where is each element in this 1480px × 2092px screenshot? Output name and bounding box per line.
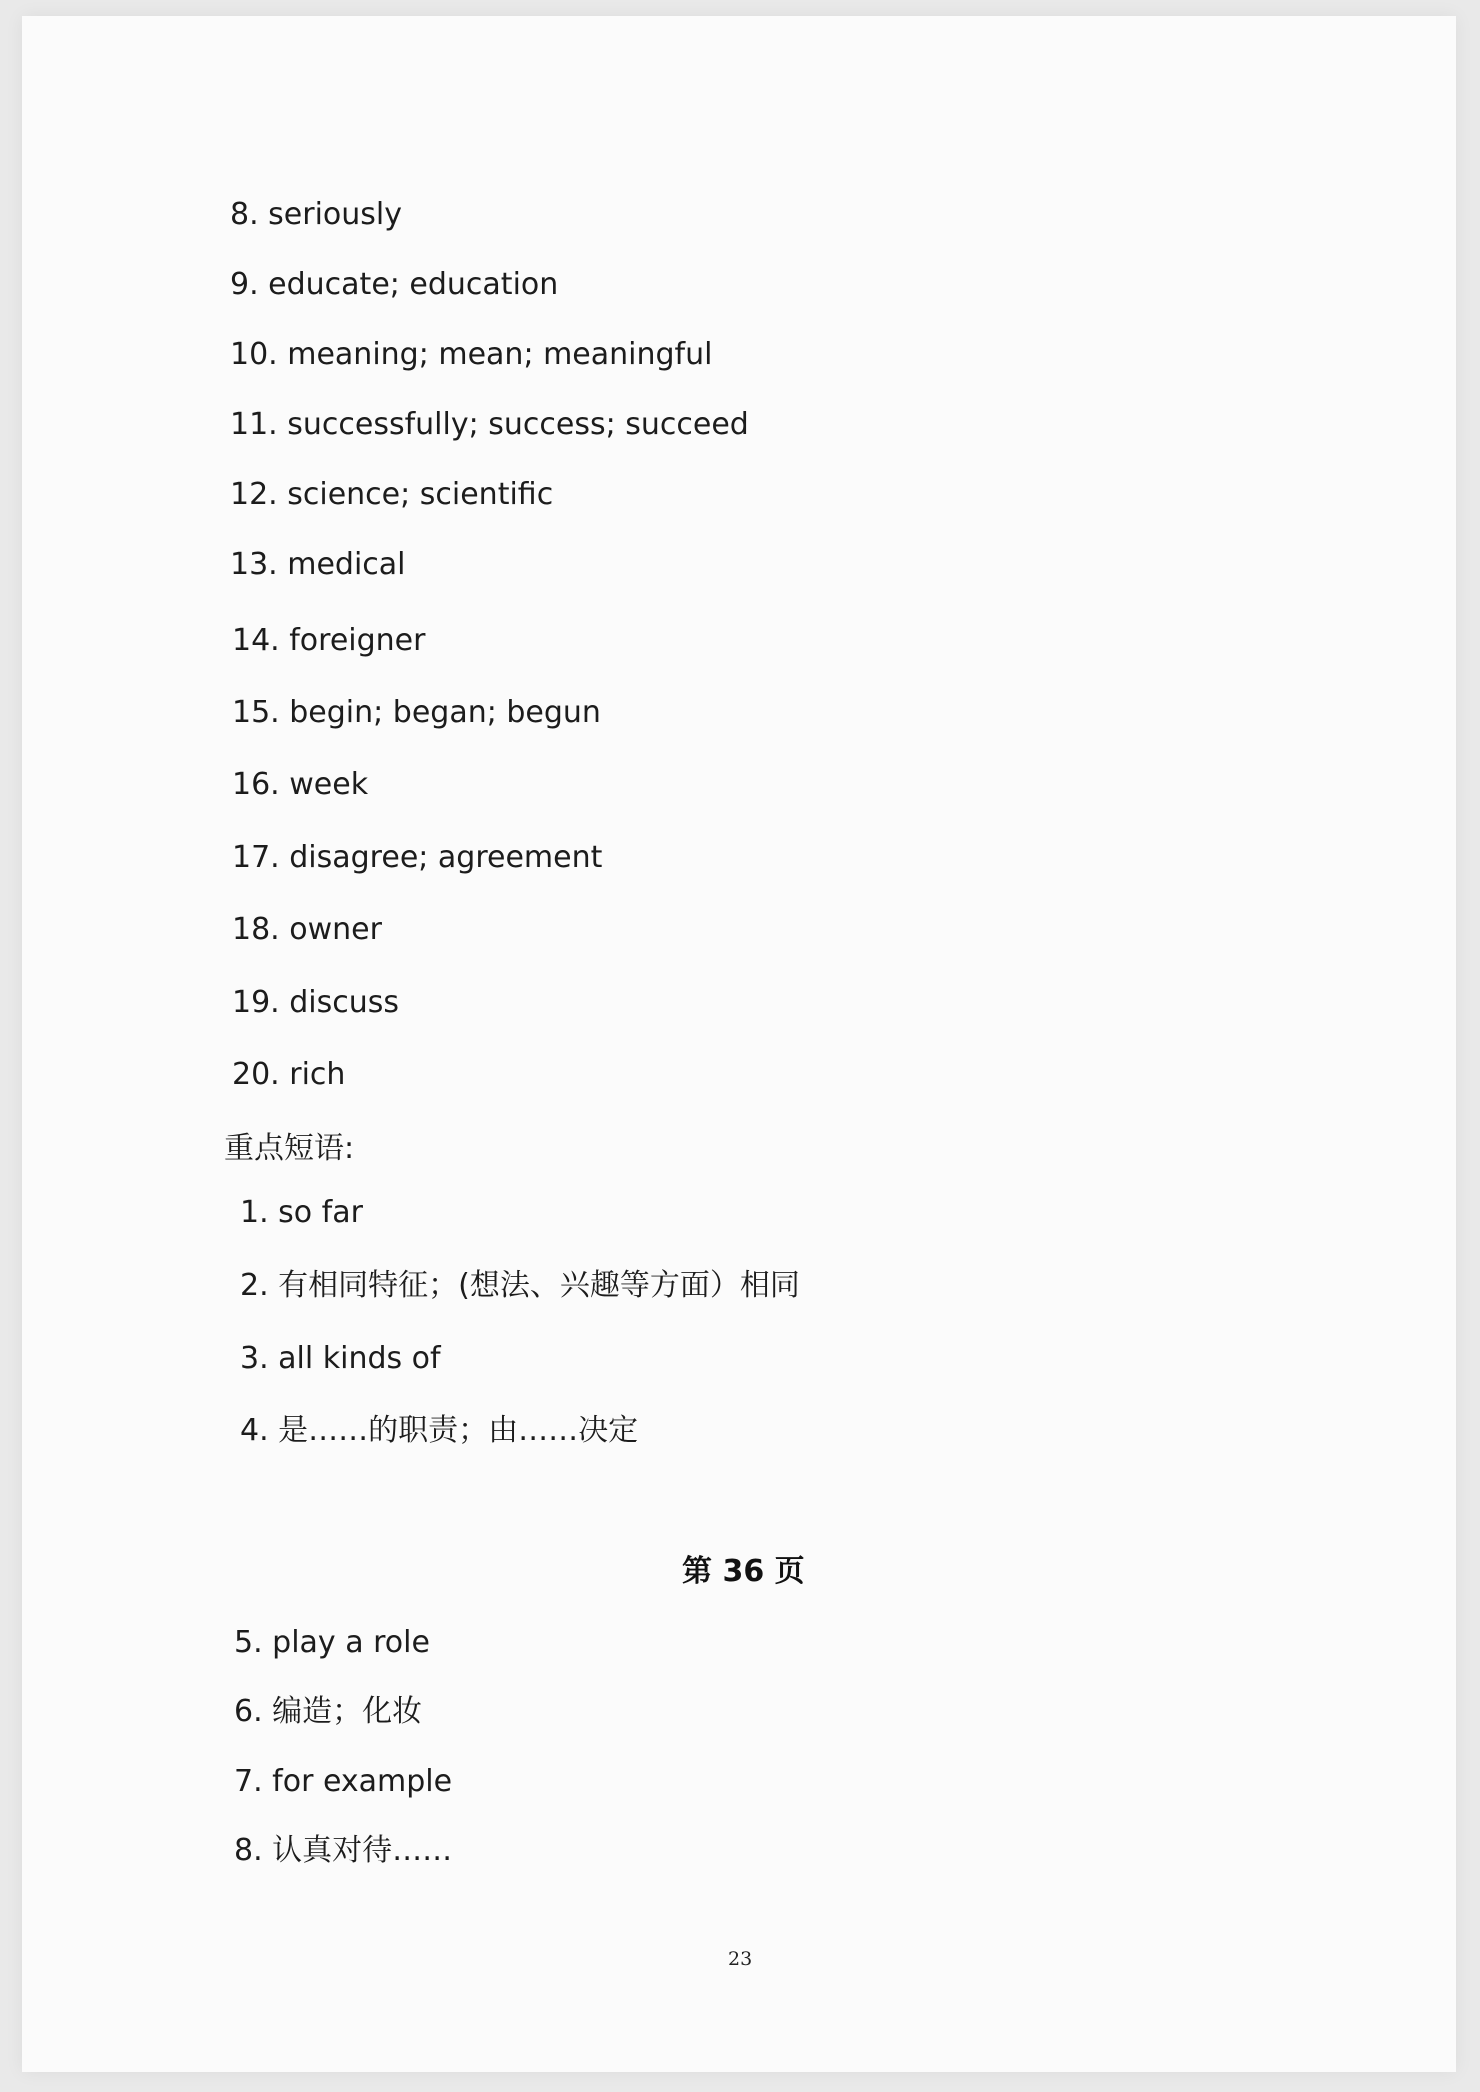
page36-item-7: 7. for example	[234, 1764, 453, 1799]
word-item-10: 10. meaning; mean; meaningful	[230, 337, 713, 372]
word-item-13: 13. medical	[230, 547, 406, 582]
word-item-17: 17. disagree; agreement	[232, 840, 603, 875]
phrase-item-4: 4. 是……的职责；由……决定	[240, 1413, 639, 1448]
word-item-16: 16. week	[232, 767, 369, 802]
phrase-item-2: 2. 有相同特征；(想法、兴趣等方面）相同	[240, 1268, 800, 1303]
word-item-12: 12. science; scientific	[230, 477, 554, 512]
word-item-8: 8. seriously	[230, 197, 403, 232]
page36-item-5: 5. play a role	[234, 1625, 430, 1660]
page-number: 23	[728, 1948, 753, 1970]
word-item-18: 18. owner	[232, 912, 382, 947]
word-item-15: 15. begin; began; begun	[232, 695, 601, 730]
word-item-11: 11. successfully; success; succeed	[230, 407, 749, 442]
word-item-19: 19. discuss	[232, 985, 400, 1020]
page-36-heading: 第 36 页	[682, 1554, 805, 1589]
phrase-item-3: 3. all kinds of	[240, 1341, 441, 1376]
word-item-14: 14. foreigner	[232, 623, 426, 658]
page36-item-6: 6. 编造；化妆	[234, 1694, 423, 1729]
document-page	[22, 16, 1456, 2072]
page36-item-8: 8. 认真对待……	[234, 1833, 453, 1868]
word-item-20: 20. rich	[232, 1057, 346, 1092]
phrases-title: 重点短语:	[224, 1131, 355, 1166]
word-item-9: 9. educate; education	[230, 267, 559, 302]
phrase-item-1: 1. so far	[240, 1195, 363, 1230]
